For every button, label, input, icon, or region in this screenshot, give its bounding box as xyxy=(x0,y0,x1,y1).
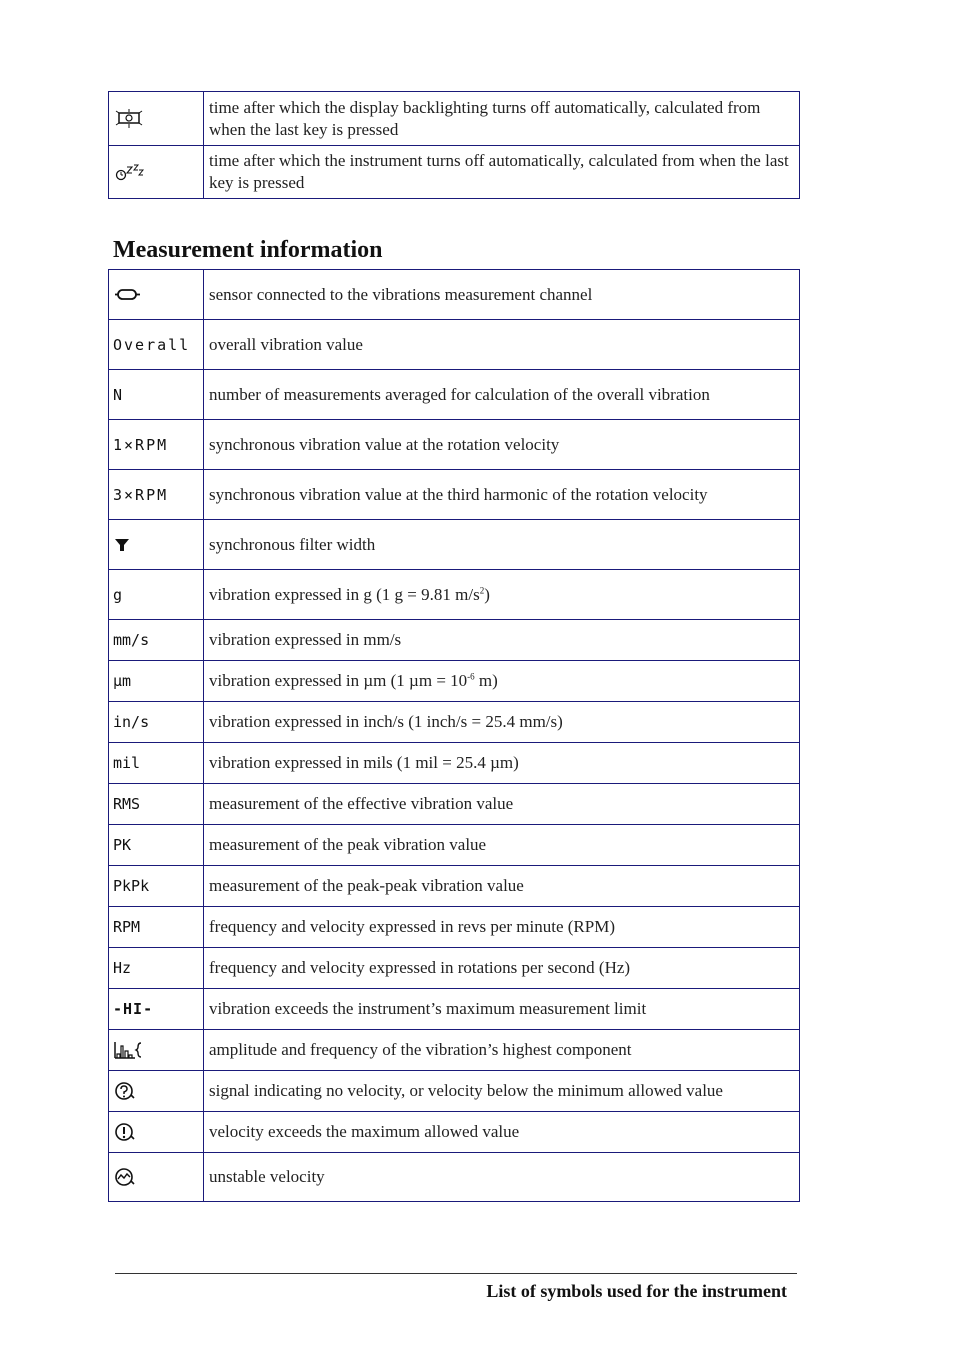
table-row xyxy=(109,320,800,370)
n-symbol: N xyxy=(109,370,204,420)
filter-icon xyxy=(113,537,131,553)
unstable-velocity-icon xyxy=(113,1167,137,1187)
description-cell: velocity exceeds the maximum allowed value xyxy=(204,1112,800,1153)
table-row xyxy=(109,92,800,146)
hi-symbol: -HI- xyxy=(109,989,204,1030)
symbol-cell xyxy=(109,520,204,570)
description-cell: measurement of the effective vibration value xyxy=(204,784,800,825)
table-row xyxy=(109,702,800,743)
ins-symbol: in/s xyxy=(109,702,204,743)
g-text: vibration expressed in g (1 g = 9.81 m/s xyxy=(209,584,480,604)
table-row xyxy=(109,866,800,907)
rpm-symbol: RPM xyxy=(109,907,204,948)
pkpk-symbol: PkPk xyxy=(109,866,204,907)
description-cell: time after which the display backlighting turns off automatically, calculated from when the last key is pressed xyxy=(204,92,800,146)
measurement-symbols-table xyxy=(108,269,800,1202)
table-row xyxy=(109,620,800,661)
backlight-timer-icon xyxy=(113,108,147,130)
description-cell: measurement of the peak-peak vibration value xyxy=(204,866,800,907)
rms-symbol: RMS xyxy=(109,784,204,825)
table-row xyxy=(109,1112,800,1153)
auto-off-sleep-icon xyxy=(113,161,147,183)
overall-symbol: Overall xyxy=(109,320,204,370)
description-cell: unstable velocity xyxy=(204,1153,800,1202)
g-superscript: 2 xyxy=(479,584,485,595)
table-row xyxy=(109,948,800,989)
um-symbol: µm xyxy=(109,661,204,702)
description-cell: sensor connected to the vibrations measurement channel xyxy=(204,270,800,320)
description-cell: number of measurements averaged for calculation of the overall vibration xyxy=(204,370,800,420)
footer-divider xyxy=(115,1273,797,1274)
table-row xyxy=(109,370,800,420)
g-symbol: g xyxy=(109,570,204,620)
table-row xyxy=(109,743,800,784)
section-title: Measurement information xyxy=(113,237,383,263)
table-row xyxy=(109,1071,800,1112)
um-superscript: -6 xyxy=(467,671,475,682)
table-row xyxy=(109,1030,800,1071)
table-row xyxy=(109,1153,800,1202)
description-cell: synchronous vibration value at the third harmonic of the rotation velocity xyxy=(204,470,800,520)
hz-symbol: Hz xyxy=(109,948,204,989)
um-text-end: m) xyxy=(474,671,498,690)
mms-symbol: mm/s xyxy=(109,620,204,661)
description-cell: vibration expressed in mils (1 mil = 25.4 µm) xyxy=(204,743,800,784)
symbol-cell xyxy=(109,1112,204,1153)
description-cell xyxy=(204,661,800,702)
description-cell: frequency and velocity expressed in revs per minute (RPM) xyxy=(204,907,800,948)
top-symbols-table xyxy=(108,91,800,199)
symbol-cell xyxy=(109,92,204,146)
description-cell: amplitude and frequency of the vibration’s highest component xyxy=(204,1030,800,1071)
footer-title: List of symbols used for the instrument xyxy=(486,1281,787,1301)
symbol-cell xyxy=(109,1153,204,1202)
description-cell: vibration exceeds the instrument’s maximum measurement limit xyxy=(204,989,800,1030)
mil-symbol: mil xyxy=(109,743,204,784)
symbol-cell xyxy=(109,146,204,199)
symbol-cell xyxy=(109,270,204,320)
table-row xyxy=(109,907,800,948)
description-cell: signal indicating no velocity, or velocity below the minimum allowed value xyxy=(204,1071,800,1112)
pk-symbol: PK xyxy=(109,825,204,866)
table-row xyxy=(109,270,800,320)
table-row xyxy=(109,520,800,570)
description-cell: overall vibration value xyxy=(204,320,800,370)
g-text-end: ) xyxy=(484,584,490,604)
table-row xyxy=(109,470,800,520)
description-cell: synchronous vibration value at the rotation velocity xyxy=(204,420,800,470)
rpm1-symbol: 1×RPM xyxy=(109,420,204,470)
sensor-icon xyxy=(113,287,143,303)
table-row xyxy=(109,420,800,470)
table-row xyxy=(109,825,800,866)
table-row xyxy=(109,146,800,199)
rpm3-symbol: 3×RPM xyxy=(109,470,204,520)
symbol-cell xyxy=(109,1071,204,1112)
description-cell xyxy=(204,570,800,620)
description-cell: frequency and velocity expressed in rotations per second (Hz) xyxy=(204,948,800,989)
um-text: vibration expressed in µm (1 µm = 10 xyxy=(209,671,468,690)
description-cell: synchronous filter width xyxy=(204,520,800,570)
description-cell: vibration expressed in inch/s (1 inch/s = 25.4 mm/s) xyxy=(204,702,800,743)
description-cell: measurement of the peak vibration value xyxy=(204,825,800,866)
table-row xyxy=(109,661,800,702)
description-cell: vibration expressed in mm/s xyxy=(204,620,800,661)
spectrum-peak-icon xyxy=(113,1040,145,1060)
velocity-exceeded-icon xyxy=(113,1122,137,1142)
description-cell: time after which the instrument turns off automatically, calculated from when the last key is pressed xyxy=(204,146,800,199)
table-row xyxy=(109,989,800,1030)
symbol-cell xyxy=(109,1030,204,1071)
no-velocity-icon xyxy=(113,1081,137,1101)
table-row xyxy=(109,784,800,825)
table-row xyxy=(109,570,800,620)
